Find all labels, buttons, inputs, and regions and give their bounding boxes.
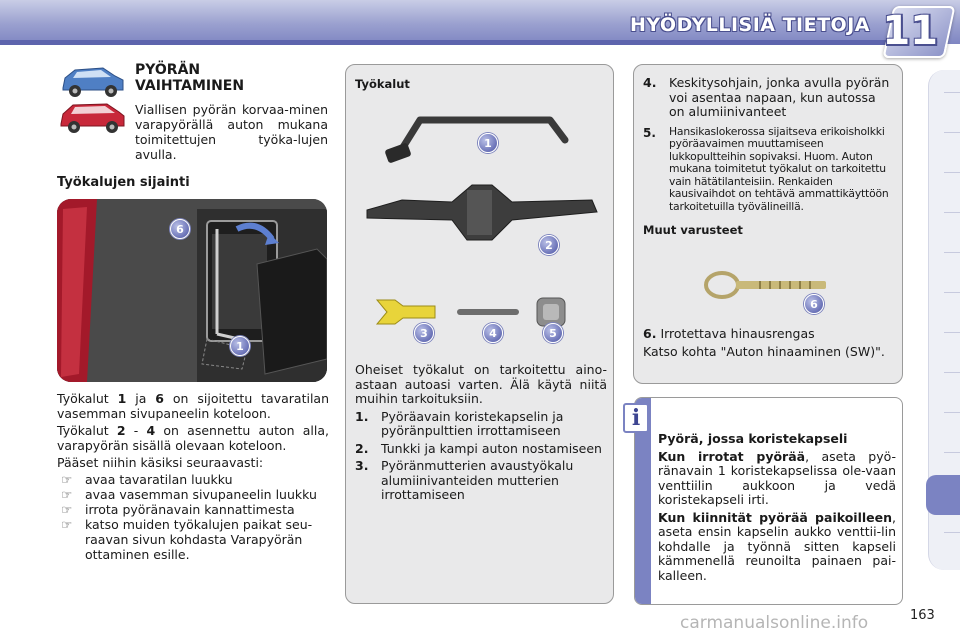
thumb-tick (944, 292, 960, 293)
section-title-line2: VAIHTAMINEN (135, 78, 245, 94)
ref-number: 2 (116, 423, 126, 438)
text-run: , aseta ensin kapselin aukko venttii-lin kohdalle ja työnnä sitten kapseli kämmenellä reunoilta painaen pai-kalleen. (658, 509, 896, 583)
tools-paragraph-2 (57, 423, 329, 453)
section-title (135, 62, 244, 94)
thumb-tick (944, 92, 960, 93)
list-item-text: avaa vasemman sivupaneelin luukku (85, 487, 317, 502)
text-run: ja (126, 391, 156, 406)
page-number: 163 (910, 608, 935, 623)
intro-paragraph: Viallisen pyörän korvaa-minen varapyörällä auton mukana toimitettujen työka-lujen avulla. (135, 102, 328, 162)
list-item-text: katso muiden työkalujen paikat seu-raavan sivun kohdasta Varapyörän ottaminen esille. (85, 517, 313, 562)
text-run: Työkalut (57, 423, 117, 438)
thumb-tick (944, 332, 960, 333)
car-blue-icon (57, 62, 127, 100)
info-icon: i (623, 403, 649, 433)
tools-intro: Oheiset työkalut on tarkoitettu aino-astaan autoasi varten. Älä käytä niitä muihin tarkoituksiin. (355, 362, 607, 406)
list-item-text: irrota pyöränavain kannattimesta (85, 502, 295, 517)
car-red-icon (57, 98, 127, 136)
list-number: 6. (643, 326, 657, 341)
thumb-tick (944, 132, 960, 133)
list-number: 2. (355, 440, 369, 456)
trunk-photo (57, 199, 327, 382)
thumb-tab-active (926, 475, 960, 515)
thumb-tick (944, 532, 960, 533)
list-number: 1. (355, 408, 369, 424)
thumb-tick (944, 172, 960, 173)
photo-callout-1: 1 (230, 336, 250, 356)
list-item (355, 459, 607, 503)
tools-list-continued (643, 76, 895, 238)
see-also-reference: Katso kohta "Auton hinaaminen (SW)". (643, 344, 885, 359)
tools-paragraph-3: Pääset niihin käsiksi seuraavasti: (57, 455, 264, 470)
list-item-text: Pyöräavain koristekapselin ja pyöränpulttien irrottamiseen (381, 408, 564, 438)
thumb-tick (944, 452, 960, 453)
thumb-tick (944, 212, 960, 213)
list-number: 3. (355, 458, 369, 473)
info-paragraph-2 (658, 511, 896, 584)
tool-callout-1: 1 (478, 133, 498, 153)
equipment-callout-6: 6 (804, 294, 824, 314)
jack-illustration (362, 180, 602, 250)
thumb-tick (944, 252, 960, 253)
text-run: on asennettu auton alla, varapyörän sisällä olevaan koteloon. (57, 423, 329, 453)
text-run: , aseta pyö-ränavain 1 koristekapselissa ole-vaan venttiilin aukkoon ja vedä koristekapseli irti. (658, 448, 896, 507)
ref-number: 1 (117, 391, 127, 406)
list-item-text: Keskitysohjain, jonka avulla pyörän voi asentaa napaan, kun autossa on alumiinivanteet (669, 75, 890, 119)
info-title: Pyörä, jossa koristekapseli (658, 431, 848, 446)
list-number: 5. (643, 125, 656, 140)
chapter-number: 11 (882, 8, 938, 54)
list-item-text: Tunkki ja kampi auton nostamiseen (381, 440, 602, 456)
tool-callout-2: 2 (539, 235, 559, 255)
ref-number: 4 (146, 423, 156, 438)
list-item (355, 442, 607, 457)
towing-eye-text (643, 326, 895, 359)
info-paragraph-1 (658, 450, 896, 508)
list-number: 4. (643, 75, 657, 90)
tools-description (355, 363, 607, 503)
page-title: HYÖDYLLISIÄ TIETOJA (629, 14, 870, 36)
other-equipment-heading: Muut varusteet (643, 223, 743, 237)
tool-callout-3: 3 (414, 323, 434, 343)
section-title-line1: PYÖRÄN (135, 62, 201, 78)
info-text (658, 432, 896, 583)
photo-callout-6: 6 (170, 219, 190, 239)
list-item (57, 472, 329, 487)
tools-location-text (57, 391, 329, 562)
thumb-tick (944, 372, 960, 373)
bullet-pointer-icon: ☞ (61, 472, 73, 487)
text-run: - (125, 423, 147, 438)
bullet-pointer-icon: ☞ (61, 517, 73, 532)
list-item (57, 502, 329, 517)
list-item (643, 126, 895, 214)
bullet-pointer-icon: ☞ (61, 487, 73, 502)
emphasis: Kun kiinnität pyörää paikoilleen (658, 509, 893, 525)
tools-paragraph-1 (57, 391, 329, 421)
list-item (643, 76, 895, 120)
bullet-pointer-icon: ☞ (61, 502, 73, 517)
tools-location-heading: Työkalujen sijainti (57, 175, 190, 190)
tool-callout-5: 5 (543, 323, 563, 343)
text-run: on sijoitettu tavaratilan vasemman sivupaneelin koteloon. (57, 391, 330, 421)
list-item-text: avaa tavaratilan luukku (85, 472, 233, 487)
text-run: Työkalut (57, 391, 118, 406)
trunk-illustration (57, 199, 327, 382)
tool-callout-4: 4 (483, 323, 503, 343)
list-item (355, 410, 607, 439)
list-item (57, 487, 329, 502)
watermark: carmanualsonline.info (680, 613, 869, 633)
list-item-text: Irrotettava hinausrengas (660, 326, 815, 341)
list-item-text: Hansikaslokerossa sijaitseva erikoisholkki pyöräavaimen muuttamiseen lukkopultteihin sopivaksi. Huom. Auton mukana toimitetut työkalut on tarkoitettu vain hätätilanteisiin. Renkaiden kausivaihdot on tehtävä ammattikäyttöön tarkoitetuilla työvälineillä. (669, 124, 889, 213)
emphasis: Kun irrotat pyörää (658, 448, 806, 464)
thumb-tick (944, 412, 960, 413)
tools-panel-title: Työkalut (355, 77, 410, 91)
list-item-text: Pyöränmutterien avaustyökalu alumiinivanteiden mutterien irrottamiseen (381, 458, 574, 502)
ref-number: 6 (155, 391, 164, 406)
list-item (57, 517, 329, 562)
header-stripe (0, 40, 900, 45)
